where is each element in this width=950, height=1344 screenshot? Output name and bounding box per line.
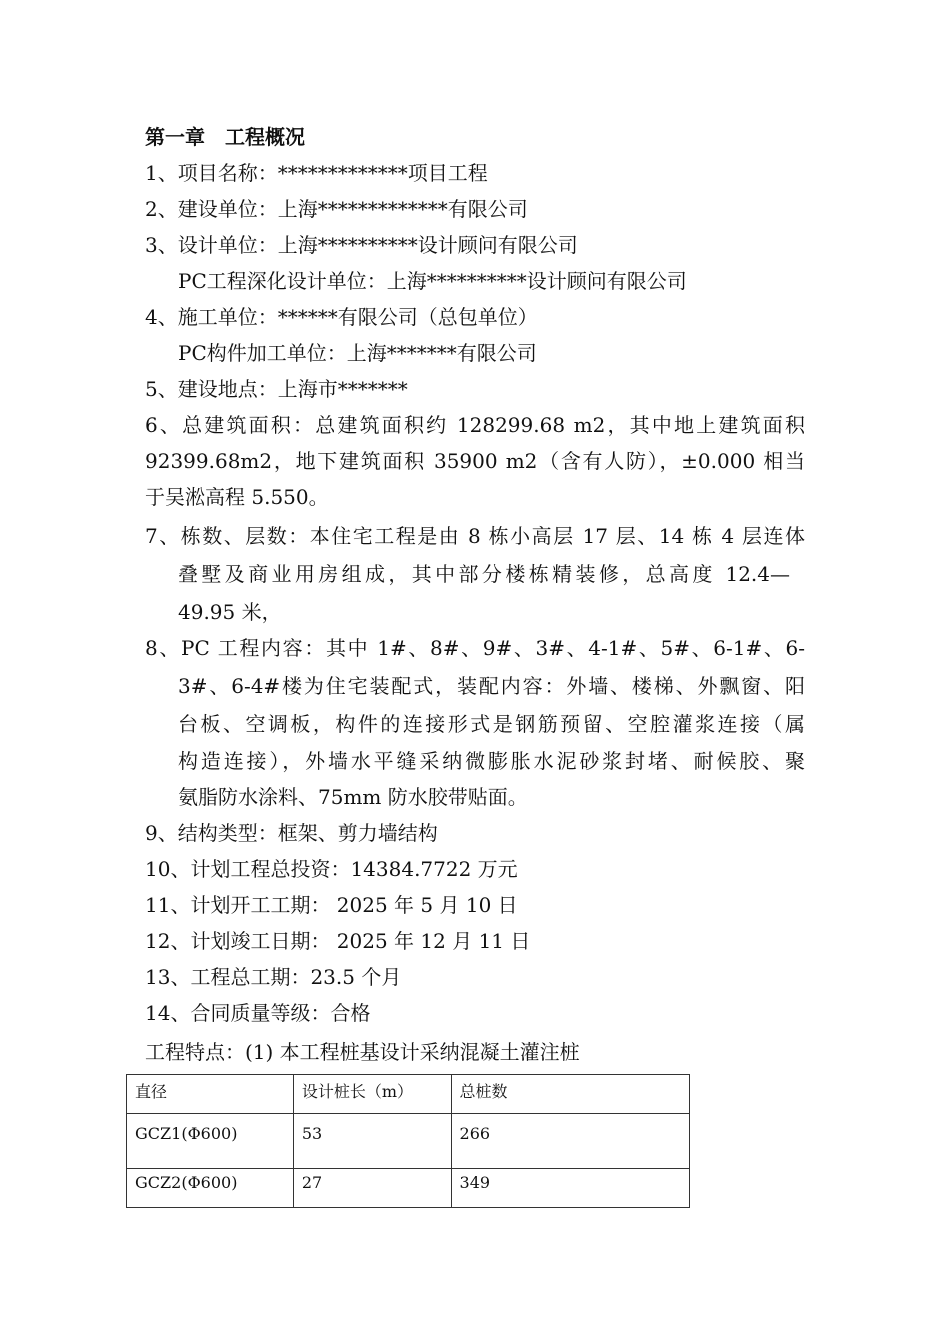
item-pc-manufacturer: PC构件加工单位：上海*******有限公司 bbox=[178, 341, 537, 365]
item-area-line3: 于吴淞高程 5.550。 bbox=[145, 485, 329, 509]
item-buildings-line1: 7、栋数、层数：本住宅工程是由 8 栋小高层 17 层、14 栋 4 层连体 bbox=[145, 524, 805, 548]
table-row bbox=[127, 1114, 690, 1169]
item-location: 5、建设地点：上海市******* bbox=[145, 377, 408, 401]
item-structure-type: 9、结构类型：框架、剪力墙结构 bbox=[145, 821, 438, 845]
cell-total-count: 266 bbox=[451, 1114, 689, 1169]
project-features: 工程特点：(1) 本工程桩基设计采纳混凝土灌注桩 bbox=[145, 1040, 580, 1064]
item-buildings-line2: 叠墅及商业用房组成，其中部分楼栋精装修，总高度 12.4— bbox=[178, 562, 790, 586]
item-start-date: 11、计划开工工期： 2025 年 5 月 10 日 bbox=[145, 893, 518, 917]
item-project-name: 1、项目名称：*************项目工程 bbox=[145, 161, 488, 185]
item-contractor: 4、施工单位：******有限公司（总包单位） bbox=[145, 305, 538, 329]
item-pc-designer: PC工程深化设计单位：上海**********设计顾问有限公司 bbox=[178, 269, 687, 293]
item-pc-content-line4: 构造连接），外墙水平缝采纳微膨胀水泥砂浆封堵、耐候胶、聚 bbox=[178, 749, 805, 773]
item-pc-content-line2: 3#、6-4#楼为住宅装配式，装配内容：外墙、楼梯、外飘窗、阳 bbox=[178, 674, 805, 698]
item-investment: 10、计划工程总投资：14384.7722 万元 bbox=[145, 857, 518, 881]
item-completion-date: 12、计划竣工日期： 2025 年 12 月 11 日 bbox=[145, 929, 531, 953]
cell-design-length: 27 bbox=[293, 1169, 451, 1208]
item-pc-content-line1: 8、PC 工程内容：其中 1#、8#、9#、3#、4-1#、5#、6-1#、6- bbox=[145, 636, 805, 660]
item-total-duration: 13、工程总工期：23.5 个月 bbox=[145, 965, 402, 989]
header-diameter: 直径 bbox=[127, 1075, 294, 1114]
item-pc-content-line5: 氨脂防水涂料、75mm 防水胶带贴面。 bbox=[178, 785, 528, 809]
item-quality-grade: 14、合同质量等级：合格 bbox=[145, 1001, 371, 1025]
item-area-line2: 92399.68m2，地下建筑面积 35900 m2（含有人防），±0.000 相当 bbox=[145, 449, 805, 473]
chapter-title: 第一章 工程概况 bbox=[145, 125, 305, 149]
header-total-count: 总桩数 bbox=[451, 1075, 689, 1114]
cell-total-count: 349 bbox=[451, 1169, 689, 1208]
cell-design-length: 53 bbox=[293, 1114, 451, 1169]
item-owner: 2、建设单位：上海*************有限公司 bbox=[145, 197, 528, 221]
table-header-row bbox=[127, 1075, 690, 1114]
cell-diameter: GCZ1(Φ600) bbox=[127, 1114, 294, 1169]
cell-diameter: GCZ2(Φ600) bbox=[127, 1169, 294, 1208]
pile-table bbox=[126, 1074, 690, 1208]
item-buildings-line3: 49.95 米， bbox=[178, 600, 282, 624]
item-area-line1: 6、总建筑面积：总建筑面积约 128299.68 m2，其中地上建筑面积 bbox=[145, 413, 805, 437]
item-designer: 3、设计单位：上海**********设计顾问有限公司 bbox=[145, 233, 578, 257]
header-design-length: 设计桩长（m） bbox=[293, 1075, 451, 1114]
table-row bbox=[127, 1169, 690, 1208]
item-pc-content-line3: 台板、空调板，构件的连接形式是钢筋预留、空腔灌浆连接（属 bbox=[178, 712, 805, 736]
